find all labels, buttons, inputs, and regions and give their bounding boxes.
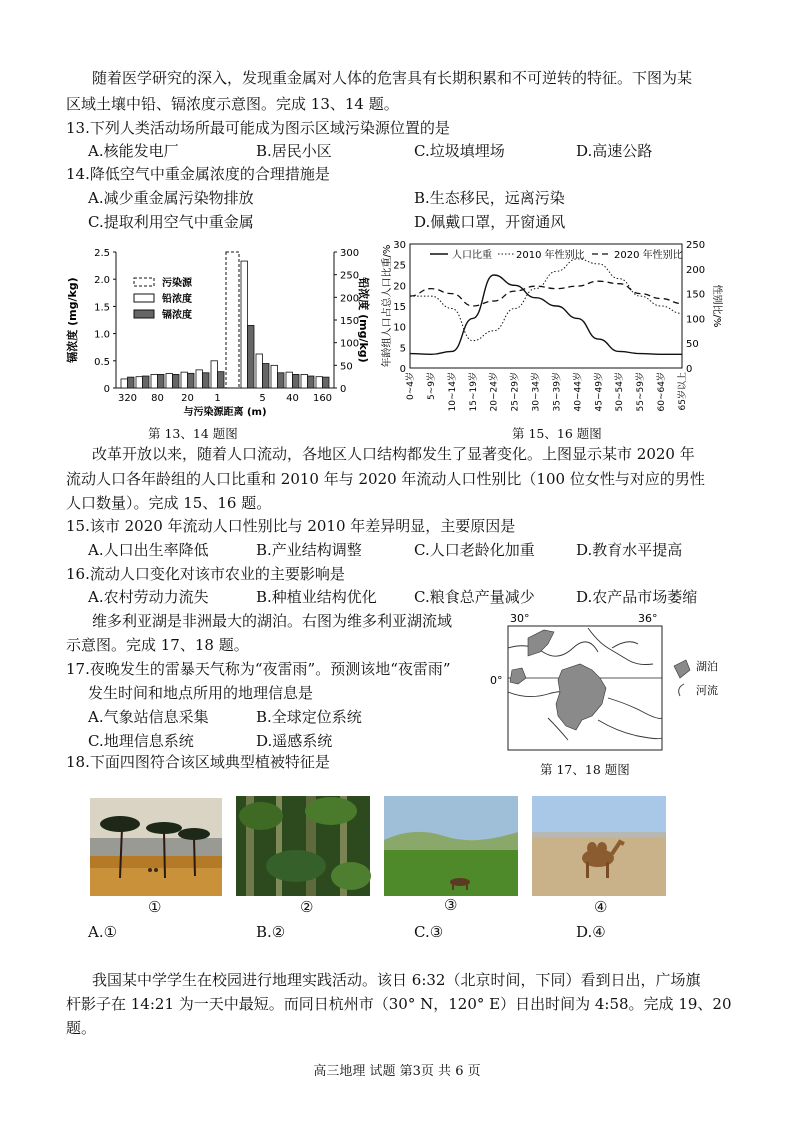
option-c: C.粮食总产量减少 <box>414 588 535 606</box>
photo-label: ② <box>300 898 314 916</box>
x-tick-label: 45~49岁 <box>594 372 605 412</box>
question-stem: 18.下面四图符合该区域典型植被特征是 <box>66 753 330 771</box>
question-stem: 15.该市 2020 年流动人口性别比与 2010 年差异明显，主要原因是 <box>66 517 516 535</box>
bar-lead <box>151 374 158 388</box>
option-a: A.① <box>88 923 118 941</box>
photo-label: ① <box>148 898 162 916</box>
bar-cadmium <box>248 325 255 388</box>
x-axis-label: 与污染源距离 (m) <box>183 407 267 418</box>
bar-lead <box>256 354 263 388</box>
intro-line: 人口数量）。完成 15、16 题。 <box>66 494 272 512</box>
bar-lead <box>196 370 203 388</box>
bar-cadmium <box>308 376 315 388</box>
y2-tick-label: 100 <box>340 338 360 350</box>
option-a: A.人口出生率降低 <box>88 541 209 559</box>
legend-population-label: 人口比重 <box>452 250 492 261</box>
bar-cadmium <box>293 374 300 388</box>
bar-cadmium <box>323 377 330 388</box>
question-stem: 13.下列人类活动场所最可能成为图示区域污染源位置的是 <box>66 119 450 137</box>
legend-2020-label: 2020 年性别比 <box>614 250 683 261</box>
bar-cadmium <box>278 373 285 388</box>
bar-cadmium <box>218 372 225 388</box>
y-tick-label: 0 <box>103 384 110 395</box>
bar-cadmium <box>158 374 165 388</box>
option-b: B.居民小区 <box>256 142 332 160</box>
x-tick-label: 50~54岁 <box>615 372 626 412</box>
legend-river-label: 河流 <box>696 684 718 697</box>
legend-lead-label: 铅浓度 <box>162 294 192 305</box>
x-tick-label: 0~4岁 <box>406 372 416 400</box>
photo-rainforest <box>236 796 370 896</box>
option-a: A.减少重金属污染物排放 <box>88 189 254 207</box>
legend-river-icon <box>679 684 684 696</box>
bar-cadmium <box>263 364 270 388</box>
option-b: B.生态移民，远离污染 <box>414 189 565 207</box>
bar-cadmium <box>143 376 150 388</box>
bar-lead <box>241 261 248 388</box>
y2-tick-label: 300 <box>340 248 360 259</box>
bar-cadmium <box>173 374 180 388</box>
photo-desert <box>532 796 666 896</box>
x-tick-label: 15~19岁 <box>468 372 479 412</box>
y2-tick-label: 50 <box>686 339 699 351</box>
y2-axis-label: 铅浓度 (mg/kg) <box>357 277 370 363</box>
photo-label: ④ <box>594 898 608 916</box>
y-tick-label: 2.5 <box>94 248 110 259</box>
intro-line: 改革开放以来，随着人口流动，各地区人口结构都发生了显著变化。上图显示某市 2020 年 <box>92 445 695 463</box>
bar-lead <box>271 365 278 388</box>
option-d: D.遥感系统 <box>256 732 333 750</box>
bar-lead <box>181 372 188 388</box>
y2-tick-label: 150 <box>340 316 360 327</box>
intro-line: 示意图。完成 17、18 题。 <box>66 636 249 654</box>
y-tick-label: 2.0 <box>94 275 110 287</box>
x-tick-label: 1 <box>214 393 221 404</box>
option-d: D.佩戴口罩，开窗通风 <box>414 213 566 231</box>
option-b: B.② <box>256 923 286 941</box>
victoria-lake-map <box>488 608 734 754</box>
x-tick-label: 35~39岁 <box>552 372 563 412</box>
bar-lead <box>121 379 128 388</box>
x-tick-label: 40 <box>286 393 299 404</box>
heavy-metal-chart <box>62 238 370 418</box>
bar-lead <box>316 377 323 388</box>
y2-tick-label: 200 <box>340 293 360 305</box>
x-tick-label: 20~24岁 <box>489 372 500 412</box>
option-b: B.产业结构调整 <box>256 541 362 559</box>
bar-cadmium <box>128 377 135 388</box>
legend-cadmium-label: 镉浓度 <box>162 310 192 321</box>
option-a: A.核能发电厂 <box>88 142 179 160</box>
option-d: D.教育水平提高 <box>576 541 683 559</box>
x-tick-label: 65岁以上 <box>678 372 688 411</box>
bar-lead <box>211 361 218 388</box>
option-c: C.③ <box>414 923 444 941</box>
y-tick-label: 5 <box>399 343 406 355</box>
x-tick-label: 20 <box>181 393 194 404</box>
legend-lake-label: 湖泊 <box>696 660 718 673</box>
y2-tick-label: 0 <box>686 364 693 375</box>
legend-lead-swatch <box>134 294 154 302</box>
bar-cadmium <box>203 373 210 388</box>
intro-line: 杆影子在 14:21 为一天中最短。而同日杭州市（30° N，120° E）日出时间为 4:58。完成 19、20 <box>66 995 732 1013</box>
x-tick-label: 320 <box>117 393 138 404</box>
lon-right-label: 36° <box>638 612 658 625</box>
legend-source-label: 污染源 <box>162 278 192 289</box>
photo-grassland <box>384 796 518 896</box>
option-b: B.种植业结构优化 <box>256 588 377 606</box>
y2-tick-label: 250 <box>686 240 706 251</box>
option-c: C.垃圾填埋场 <box>414 142 505 160</box>
option-d: D.农产品市场萎缩 <box>576 588 698 606</box>
population-chart <box>382 236 732 420</box>
option-c: C.人口老龄化加重 <box>414 541 535 559</box>
question-stem: 发生时间和地点所用的地理信息是 <box>88 684 314 702</box>
option-c: C.地理信息系统 <box>88 732 194 750</box>
intro-line: 流动人口各年龄组的人口比重和 2010 年与 2020 年流动人口性别比（100 位女性与对应的男性 <box>66 470 705 488</box>
y-axis-label: 镉浓度 (mg/kg) <box>66 277 79 363</box>
question-stem: 16.流动人口变化对该市农业的主要影响是 <box>66 565 345 583</box>
x-tick-label: 25~29岁 <box>510 372 521 412</box>
bar-lead <box>286 372 293 388</box>
plot-frame <box>410 244 682 368</box>
y-tick-label: 0 <box>399 364 406 375</box>
bar-source <box>226 252 239 388</box>
legend-source-swatch <box>134 278 154 286</box>
x-tick-label: 5~9岁 <box>426 372 437 400</box>
y-tick-label: 20 <box>393 281 406 293</box>
x-tick-label: 30~34岁 <box>531 372 542 412</box>
x-tick-label: 10~14岁 <box>447 372 458 412</box>
bar-cadmium <box>188 373 195 388</box>
x-tick-label: 80 <box>151 393 164 404</box>
y2-tick-label: 200 <box>686 264 706 276</box>
x-tick-label: 60~64岁 <box>657 372 668 412</box>
option-a: A.气象站信息采集 <box>88 708 209 726</box>
option-b: B.全球定位系统 <box>256 708 362 726</box>
series-population-share <box>410 275 682 354</box>
x-tick-label: 5 <box>259 393 266 404</box>
y2-tick-label: 150 <box>686 289 706 301</box>
y2-tick-label: 0 <box>340 384 347 395</box>
y-tick-label: 30 <box>393 240 406 251</box>
y-tick-label: 1.5 <box>94 302 110 314</box>
y-tick-label: 25 <box>393 260 406 272</box>
x-tick-label: 40~44岁 <box>573 372 584 412</box>
y-tick-label: 15 <box>393 302 406 313</box>
x-tick-label: 55~59岁 <box>636 372 647 412</box>
y2-tick-label: 250 <box>340 270 360 282</box>
y2-tick-label: 50 <box>340 361 353 373</box>
y2-tick-label: 100 <box>686 314 706 326</box>
map-caption: 第 17、18 题图 <box>540 762 630 777</box>
intro-line: 我国某中学学生在校园进行地理实践活动。该日 6:32（北京时间，下同）看到日出，广场旗 <box>92 971 701 989</box>
option-d: D.④ <box>576 923 606 941</box>
y-tick-label: 10 <box>393 322 406 334</box>
question-stem: 17.夜晚发生的雷暴天气称为“夜雷雨”。预测该地“夜雷雨” <box>66 660 451 678</box>
legend-lake-icon <box>674 660 690 678</box>
photo-label: ③ <box>444 896 458 914</box>
lat-label: 0° <box>490 674 503 687</box>
question-stem: 14.降低空气中重金属浓度的合理措施是 <box>66 165 330 183</box>
bar-lead <box>301 374 308 388</box>
lake-albert <box>528 630 554 656</box>
bar-lead <box>136 377 143 388</box>
photo-savanna <box>90 798 222 896</box>
intro-line: 随着医学研究的深入，发现重金属对人体的危害具有长期积累和不可逆转的特征。下图为某 <box>92 69 693 87</box>
chart-caption: 第 13、14 题图 <box>148 426 238 441</box>
bar-lead <box>166 373 173 388</box>
lon-left-label: 30° <box>510 612 530 625</box>
x-tick-label: 160 <box>312 393 333 404</box>
y-tick-label: 0.5 <box>94 356 110 368</box>
chart-caption: 第 15、16 题图 <box>512 426 602 441</box>
series-sex-ratio-2010 <box>410 259 682 341</box>
option-c: C.提取利用空气中重金属 <box>88 213 254 231</box>
option-a: A.农村劳动力流失 <box>88 588 209 606</box>
page-footer: 高三地理 试题 第3页 共 6 页 <box>313 1064 481 1079</box>
legend-cadmium-swatch <box>134 310 154 318</box>
intro-line: 题。 <box>66 1019 97 1037</box>
intro-line: 区域土壤中铅、镉浓度示意图。完成 13、14 题。 <box>66 95 399 113</box>
option-d: D.高速公路 <box>576 142 653 160</box>
intro-line: 维多利亚湖是非洲最大的湖泊。右图为维多利亚湖流域 <box>92 612 453 630</box>
legend-2010-label: 2010 年性别比 <box>516 250 585 261</box>
y-axis-label: 年龄组人口占总人口比重/% <box>382 244 393 368</box>
y2-axis-label: 性别比/% <box>711 284 722 328</box>
y-tick-label: 1.0 <box>94 329 110 341</box>
lake-small <box>510 668 526 684</box>
